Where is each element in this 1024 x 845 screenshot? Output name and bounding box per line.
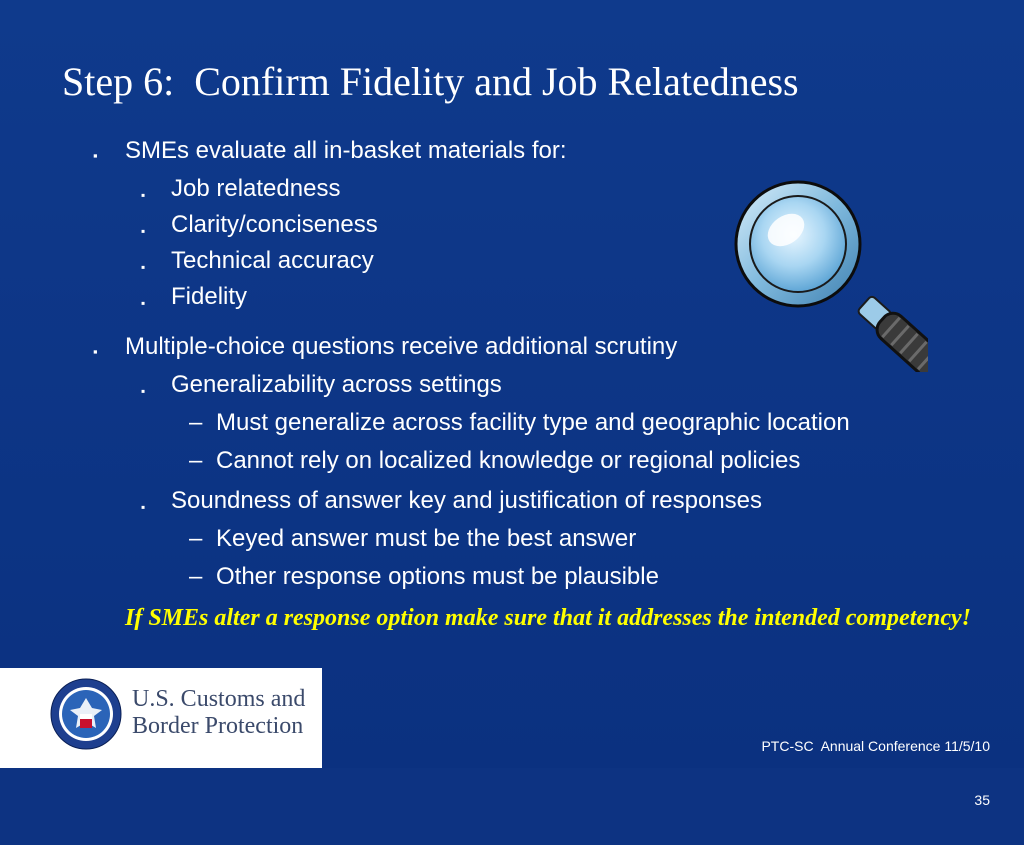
sub-sub-bullet-item	[189, 562, 659, 592]
org-name	[132, 686, 305, 740]
sub-sub-bullet-item	[189, 408, 850, 438]
bullet-marker: ▪	[141, 260, 146, 274]
sub-bullet-text: Generalizability across settings	[171, 371, 502, 398]
sub-bullet-item	[141, 174, 341, 204]
bullet-marker: ▪	[141, 296, 146, 310]
sub-sub-bullet-text: Other response options must be plausible	[216, 563, 659, 590]
bullet-marker: ▪	[141, 500, 146, 514]
dash-marker: –	[189, 563, 203, 590]
sub-bullet-item	[141, 246, 374, 276]
sub-bullet-text: Fidelity	[171, 283, 248, 310]
dhs-seal-icon	[50, 678, 122, 750]
sub-sub-bullet-item	[189, 524, 637, 554]
emphasis-note: If SMEs alter a response option make sure that it addresses the intended competency!	[125, 605, 972, 631]
sub-bullet-text: Technical accuracy	[171, 247, 374, 274]
bullet-marker: ▪	[93, 344, 98, 359]
magnifying-glass-icon	[728, 172, 928, 372]
footer-info	[761, 701, 990, 845]
bullet-marker: ▪	[141, 224, 146, 238]
conference-label: PTC-SC Annual Conference 11/5/10	[761, 738, 990, 754]
bullet-text: Multiple-choice questions receive additional scrutiny	[125, 333, 678, 360]
bullet-marker: ▪	[141, 188, 146, 202]
sub-bullet-item	[141, 210, 378, 240]
sub-sub-bullet-text: Must generalize across facility type and geographic location	[216, 409, 850, 436]
org-name-line2: Border Protection	[132, 713, 304, 739]
sub-bullet-item	[141, 370, 502, 400]
sub-bullet-item	[141, 486, 763, 516]
bullet-item	[93, 332, 678, 362]
bullet-item	[93, 136, 567, 166]
sub-bullet-text: Job relatedness	[171, 175, 341, 202]
sub-bullet-text: Clarity/conciseness	[171, 211, 378, 238]
sub-sub-bullet-text: Cannot rely on localized knowledge or regional policies	[216, 447, 801, 474]
dash-marker: –	[189, 447, 203, 474]
bullet-marker: ▪	[141, 384, 146, 398]
sub-bullet-item	[141, 282, 248, 312]
bullet-text: SMEs evaluate all in-basket materials for:	[125, 137, 567, 164]
dash-marker: –	[189, 525, 203, 552]
page-number: 35	[974, 792, 990, 808]
slide-title: Step 6: Confirm Fidelity and Job Relatedness	[62, 59, 799, 104]
sub-bullet-text: Soundness of answer key and justification of responses	[171, 487, 763, 514]
sub-sub-bullet-text: Keyed answer must be the best answer	[216, 525, 637, 552]
org-name-line1: U.S. Customs and	[132, 686, 306, 712]
sub-sub-bullet-item	[189, 446, 801, 476]
bullet-marker: ▪	[93, 148, 98, 163]
dash-marker: –	[189, 409, 203, 436]
